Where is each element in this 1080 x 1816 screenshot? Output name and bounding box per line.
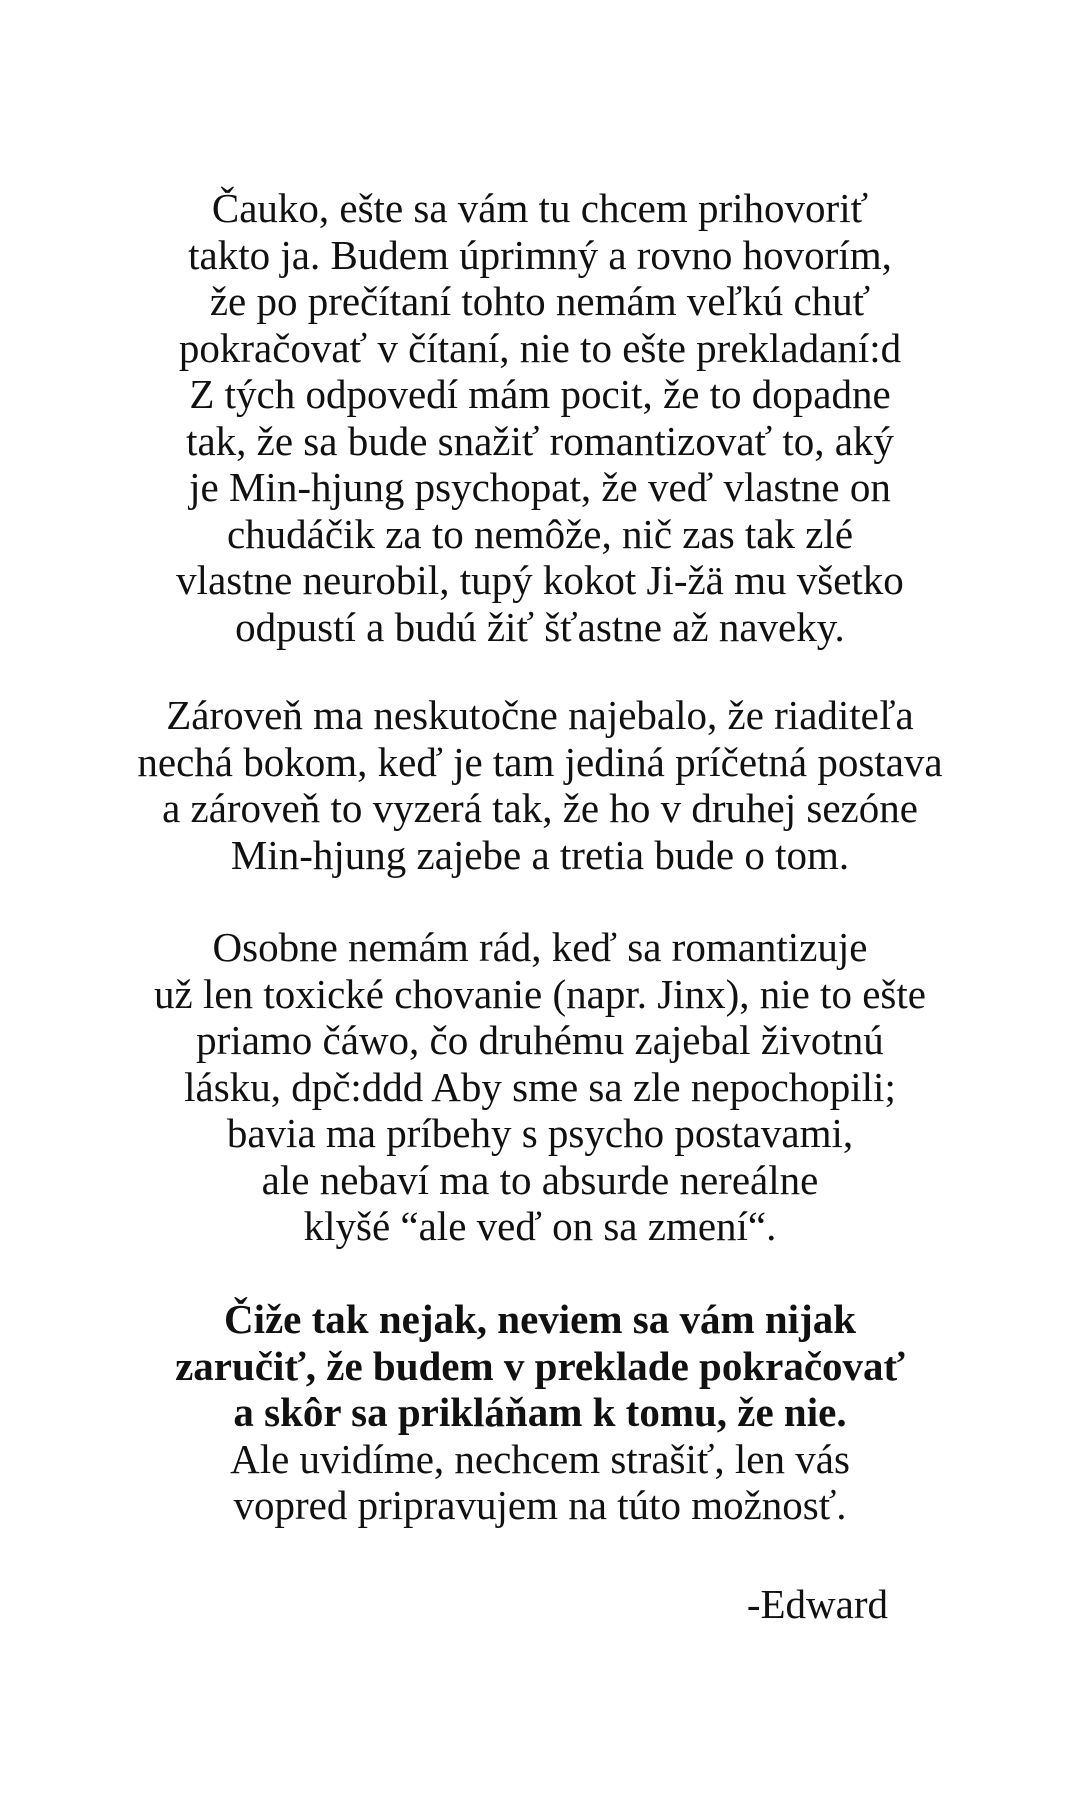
text-line: že po prečítaní tohto nemám veľkú chuť bbox=[209, 278, 871, 324]
bold-text-line: a skôr sa prikláňam k tomu, že nie. bbox=[233, 1389, 847, 1435]
text-line: Z tých odpovedí mám pocit, že to dopadne bbox=[189, 371, 891, 417]
text-line: takto ja. Budem úprimný a rovno hovorím, bbox=[188, 231, 892, 278]
text-line: a zároveň to vyzerá tak, že ho v druhej sezóne bbox=[162, 785, 918, 831]
text-line: odpustí a budú žiť šťastne až naveky. bbox=[235, 603, 845, 650]
text-line: chudáčik za to nemôže, nič zas tak zlé bbox=[226, 510, 854, 557]
text-line: je Min-hjung psychopat, že veď vlastne on bbox=[189, 464, 891, 510]
paragraph-director bbox=[60, 692, 1020, 878]
text-line: ale nebaví ma to absurde nereálne bbox=[261, 1156, 819, 1203]
paragraph-opinion bbox=[60, 924, 1020, 1250]
text-line: vlastne neurobil, tupý kokot Ji-žä mu všetko bbox=[176, 557, 904, 603]
text-line: Zároveň ma neskutočne najebalo, že riaditeľa bbox=[166, 692, 914, 738]
text-line: Min-hjung zajebe a tretia bude o tom. bbox=[230, 831, 850, 878]
text-line: Osobne nemám rád, keď sa romantizuje bbox=[212, 924, 868, 970]
bold-text-line: Čiže tak nejak, neviem sa vám nijak bbox=[223, 1296, 857, 1342]
text-line: nechá bokom, keď je tam jediná príčetná postava bbox=[137, 738, 943, 785]
text-line: pokračovať v čítaní, nie to ešte prekladaní:d bbox=[178, 324, 902, 371]
bold-text-line: zaručiť, že budem v preklade pokračovať bbox=[175, 1342, 905, 1389]
paragraph-conclusion bbox=[60, 1296, 1020, 1529]
text-line: lásku, dpč:ddd Aby sme sa zle nepochopili; bbox=[184, 1063, 896, 1110]
text-line: klyšé “ale veď on sa zmení“. bbox=[303, 1203, 777, 1249]
text-line: už len toxické chovanie (napr. Jinx), nie to ešte bbox=[154, 970, 926, 1017]
text-line: bavia ma príbehy s psycho postavami, bbox=[226, 1110, 854, 1156]
text-line: vopred pripravujem na túto možnosť. bbox=[233, 1482, 847, 1528]
text-line: tak, že sa bude snažiť romantizovať to, aký bbox=[186, 417, 894, 464]
signature: -Edward bbox=[746, 1581, 888, 1627]
text-line: Čauko, ešte sa vám tu chcem prihovoriť bbox=[211, 185, 869, 231]
text-line: Ale uvidíme, nechcem strašiť, len vás bbox=[230, 1435, 850, 1482]
text-line: priamo čáwo, čo druhému zajebal životnú bbox=[196, 1017, 884, 1063]
paragraph-intro bbox=[60, 185, 1020, 650]
